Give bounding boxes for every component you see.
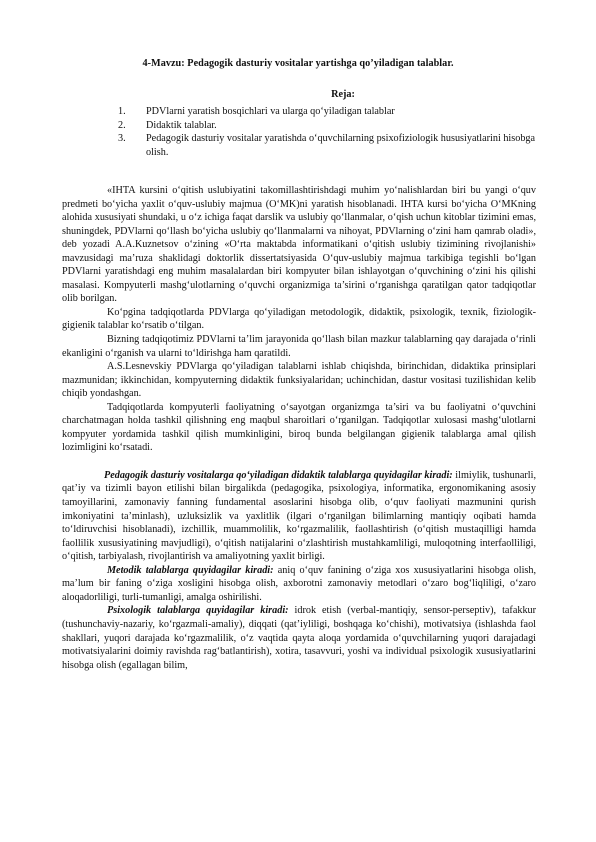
plan-item (118, 132, 538, 159)
methodical-heading: Metodik talablarga quyidagilar kiradi: (107, 564, 274, 576)
psychological-heading: Psixologik talablarga quyidagilar kiradi: (107, 605, 289, 617)
plan-item-text: Pedagogik dasturiy vositalar yaratishda o‘quvchilarning psixofiziologik hususiyatlarini hisobga olish. (146, 133, 536, 158)
plan-item-text: PDVlarni yaratish bosqichlari va ularga qo‘yiladigan talablar (146, 106, 395, 117)
paragraph-lesnevskiy: A.S.Lesnevskiy PDVlarga qo‘yiladigan talablarni ishlab chiqishda, birinchidan, didaktika prinsiplari mazmunidan; ikkinchidan, kompyuterning didaktik funksiyalaridan; uchinchidan, dastur vositasi tuzilishidan kelib chiqib yondashgan. (62, 361, 536, 400)
psychological-text: idrok etish (verbal-mantiqiy, sensor-perseptiv), tafakkur (tushunchaviy-nazariy, ko‘rgazmali-amaliy), diqqati (qat’iyliligi, boshqaga ko‘chishi), motivatsiya (ishlashda faol shakllari, yuqori darajada ko‘rgazmalilik, o‘z vaqtida qayta aloqa yordamida o‘quvchilarning yuqori darajadagi motivatsiyalarini doimiy ravishda rag‘batlantirish), xotira, tasavvuri, yoshi va individual psixologik xususiyatlarini hisobga olish (egallagan bilim, (62, 605, 537, 671)
paragraph-research-aim: Bizning tadqiqotimiz PDVlarni ta’lim jarayonida qo‘llash bilan mazkur talablarning qay darajada o‘rinli ekanligini o‘rganish va ularni to‘ldirishga ham qaratildi. (62, 334, 536, 359)
plan-item-text: Didaktik talablar. (146, 119, 217, 131)
page-title: 4-Mavzu: Pedagogik dasturiy vositalar yartishga qo’yiladigan talablar. (142, 58, 454, 69)
paragraph-requirements: Ko‘pgina tadqiqotlarda PDVlarga qo‘yiladigan metodologik, didaktik, psixologik, texnik, fiziologik-gigienik talablar ko‘rsatib o‘tilgan. (62, 306, 536, 332)
didactic-heading: Pedagogik dasturiy vositalarga qo‘yiladigan didaktik talablarga quyidagilar kiradi: (104, 469, 453, 481)
paragraph-methodical (62, 564, 536, 605)
methodical-text: aniq o‘quv fanining o‘ziga xos xususiyatlarini hisobga olish, ma’lum bir faning o‘ziga xosligini hisobga olish, axborotni zamonaviy metodlari o‘zaro bog‘liqliligi, o‘zaro aloqadorliligi, turli-tumanligi, amalga oshirilishi. (62, 564, 537, 603)
plan-item (118, 119, 538, 133)
plan-item (118, 105, 538, 119)
plan-item-number: 2. (118, 119, 126, 131)
plan-item-number: 1. (118, 106, 126, 117)
paragraph-didactic (62, 469, 536, 564)
paragraph-psychological (62, 604, 536, 672)
plan-list (118, 105, 538, 159)
document-body (62, 184, 536, 672)
plan-item-number: 3. (118, 133, 126, 144)
paragraph-research-findings: Tadqiqotlarda kompyuterli faoliyatning o‘sayotgan organizmga ta’siri va bu faoliyatni o‘quvchini charchatmagan holda tashkil qilishning eng maqbul sharoitlari o‘rganilgan. Tadqiqotlar xulosasi mashg‘ulotlarni kompyuter yordamida tashkil qilish mumkinligini, biroq bunda belgilangan gigienik talablarga amal qilish lozimligini ko‘rsatadi. (62, 401, 536, 454)
paragraph-intro: «IHTA kursini o‘qitish uslubiyatini takomillashtirishdagi muhim yo‘nalishlardan biri bu yangi o‘quv predmeti bo‘yicha yaxlit o‘quv-uslubiy majmua (O‘MK)ni yaratish hisoblanadi. IHTA kursi bo‘yicha O‘MKning alohida xususiyati shundaki, u o‘z ichiga faqat darslik va uslubiy qo‘llanmalar, o‘qish uchun kitoblar tizimini emas, shuningdek, PDVlarni qo‘llash bo‘yicha uslubiy qo‘llanmalarni va nihoyat, PDVlarning o‘zini ham qamrab oladi», deb yozadi A.A.Kuznetsov o‘zining «O‘rta maktabda informatikani o‘qitish uslubiy tizimining rivojlanishi» mavzusidagi ma’ruza shaklidagi doktorlik dissertatsiyasida O‘quv-uslubiy majmua tarkibiga tegishli bo‘lgan PDVlarni yaratishdagi eng muhim masalalardan biri kompyuter bilan ishlayotgan o‘quvchining o‘zini his qilishi masalasi. Kompyuterli mashg‘ulotlarning o‘quvchi organizmiga ta’sirini o‘rganishga qaratilgan qator tadqiqotlar olib borilgan. (62, 185, 536, 305)
plan-heading: Reja: (331, 89, 355, 100)
didactic-text: ilmiylik, tushunarli, qat’iy va tizimli bayon etilishi bilan birgalikda (pedagogika, psixologiya, informatika, ergonomikaning asosiy tamoyillarini, zamonaviy fanning fundamental asoslarini hisobga olib, o‘quv faoliyati mazmunini qurish imkoniyatini ta’minlash), uzluksizlik va yaxlitlik (ilgari o‘rganilgan bilimlarning mantiqiy oqibati hamda to‘ldiruvchisi hisoblanadi), izchillik, muammolilik, ko‘rgazmalilik, faollashtirish (o‘qitish mustaqilligi hamda faollilik xususiyatining mavjudligi), o‘qitish natijalarini o‘zlashtirish mustahkamliligi, muloqotning interfaolliligi, o‘qitish, tarbiyalash, rivojlantirish va amaliyotning yaxlit birligi. (62, 469, 536, 563)
